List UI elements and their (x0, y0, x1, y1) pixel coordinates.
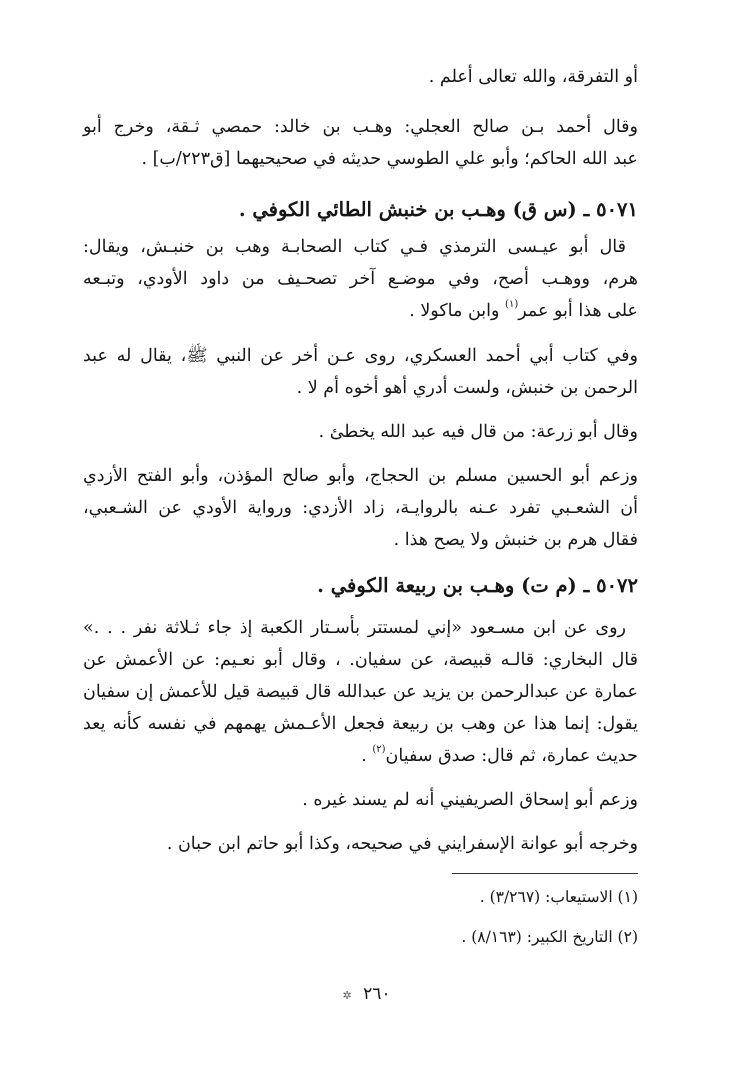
footnote-marker: (١) (505, 299, 519, 310)
footnote-separator (452, 873, 638, 874)
page-number: ٢٦٠ (363, 984, 391, 1004)
page-number-row (0, 984, 733, 1004)
text-fragment: وابن ماكولا . (409, 301, 506, 321)
text-line: وقال أبو زرعة: من قال فيه عبد الله يخطئ . (318, 422, 638, 442)
text-line: وخرجه أبو عوانة الإسفرايني في صحيحه، وكذا أبو حاتم ابن حبان . (166, 834, 638, 854)
text-line (83, 296, 638, 326)
text-fragment: . (361, 746, 373, 766)
text-line: يقول: إنما هذا عن وهب بن ربيعة فجعل الأعـمش يهمهم في نفسه كأنه يعد (83, 714, 638, 734)
text-fragment: حديث عمارة، ثم قال: صدق سفيان (385, 746, 638, 766)
text-line (83, 741, 638, 771)
footnote: (٢) التاريخ الكبير: (٨/١٦٣) . (461, 928, 638, 946)
text-line: وزعم أبو إسحاق الصريفيني أنه لم يسند غيره . (302, 790, 638, 810)
text-line: فقال هرم بن خنبش ولا يصح هذا . (393, 530, 638, 550)
entry-title: (س ق) وهـب بن خنبش الطائي الكوفي . (238, 198, 577, 221)
entry-number: ٥٠٧٢ ـ (583, 574, 638, 597)
text-line: عمارة عن عبدالرحمن بن يزيد عن عبدالله قال قبيصة قيل للأعمش إن سفيان (83, 682, 638, 702)
entry-number: ٥٠٧١ ـ (583, 198, 638, 221)
text-line: الرحمن بن خنبش، ولست أدري أهو أخوه أم لا . (296, 378, 638, 398)
footnote-marker: (٢) (372, 744, 386, 755)
text-line: روى عن ابن مسـعود «إني لمستتر بأسـتار الكعبة إذ جاء ثـلاثة نفر . . .» (83, 618, 626, 638)
text-line: قال أبو عيـسى الترمذي فـي كتاب الصحابـة وهب بن خنبـش، ويقال: (83, 237, 626, 257)
text-line: هرم، ووهـب أصح، وفي موضـع آخر تصحـيف من داود الأودي، وتبـعه (83, 269, 638, 289)
entry-title: (م ت) وهـب بن ربيعة الكوفي . (317, 574, 577, 597)
entry-heading (83, 195, 638, 225)
text-line: وقال أحمد بـن صالح العجلي: وهـب بن خالد: حمصي ثـقة، وخرج أبو (83, 117, 638, 137)
ornament-icon: ✲ (342, 989, 352, 1002)
text-line: أو التفرقة، والله تعالى أعلم . (428, 67, 638, 87)
footnote: (١) الاستيعاب: (٣/٢٦٧) . (479, 888, 638, 906)
text-line: وفي كتاب أبي أحمد العسكري، روى عـن أخر عن النبي ﷺ، يقال له عبد (83, 346, 638, 366)
entry-heading (83, 571, 638, 601)
text-line: وزعم أبو الحسين مسلم بن الحجاج، وأبو صالح المؤذن، وأبو الفتح الأزدي (83, 466, 638, 486)
text-line: عبد الله الحاكم؛ وأبو علي الطوسي حديثه في صحيحيهما [ق٢٢٣/ب] . (141, 149, 638, 169)
text-line: قال البخاري: قالـه قبيصة، عن سفيان. ، وقال أبو نعـيم: عن الأعمش عن (83, 650, 638, 670)
text-line: أن الشعـبي تفرد عـنه بالروايـة، زاد الأزدي: ورواية الأودي عن الشـعبي، (83, 498, 638, 518)
text-fragment: على هذا أبو عمر (518, 301, 638, 321)
